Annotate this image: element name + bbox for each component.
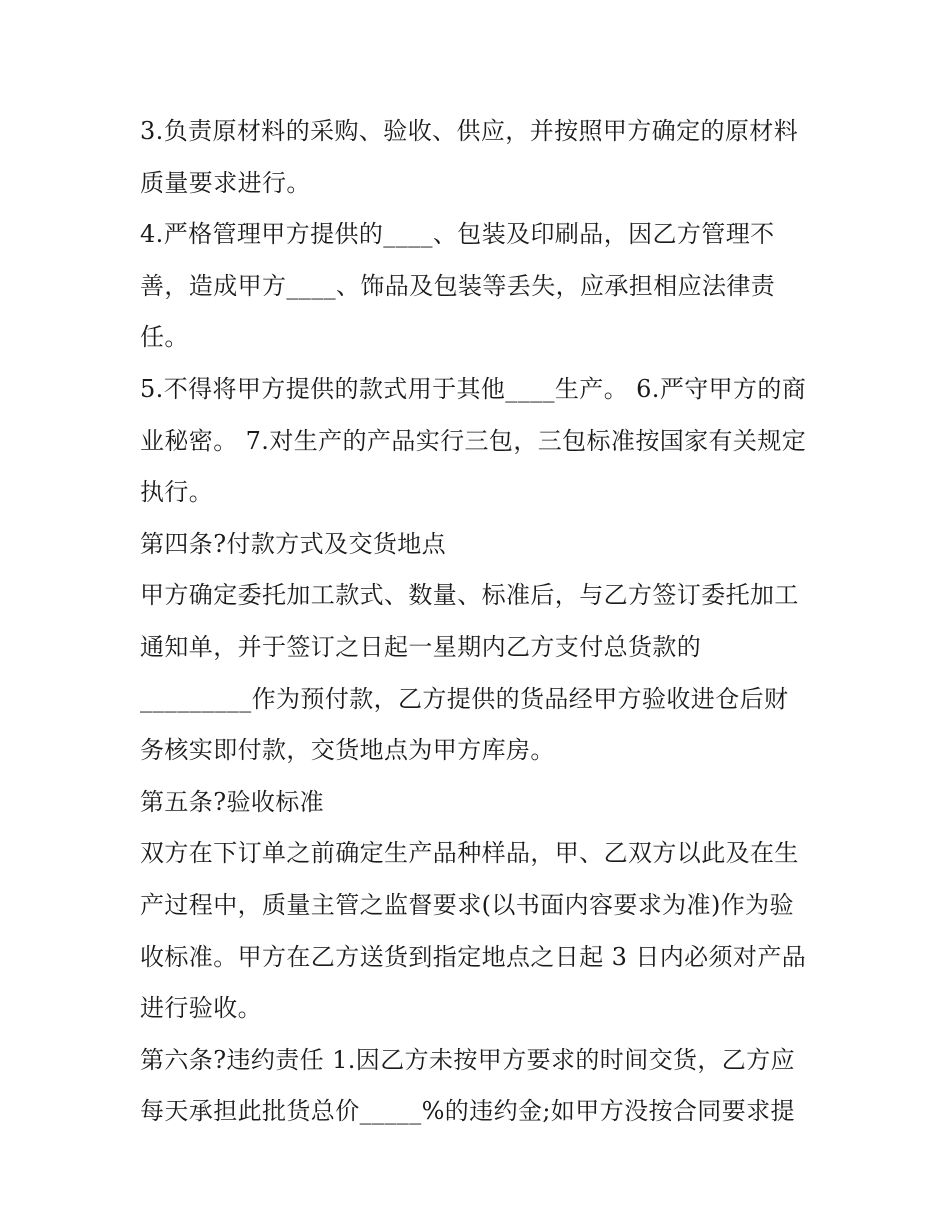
text-line: 收标准。甲方在乙方送货到指定地点之日起 3 日内必须对产品: [140, 942, 807, 971]
contract-text: [140, 106, 840, 1138]
section-heading-article-6: 第六条?违约责任 1.因乙方未按甲方要求的时间交货，乙方应: [140, 1045, 795, 1074]
text-line: _________作为预付款，乙方提供的货品经甲方验收进仓后财: [140, 684, 789, 713]
text-line: 善，造成甲方____、饰品及包装等丢失，应承担相应法律责: [140, 271, 776, 300]
text-line: 通知单，并于签订之日起一星期内乙方支付总货款的: [140, 632, 702, 661]
text-line: 业秘密。 7.对生产的产品实行三包，三包标准按国家有关规定: [140, 426, 807, 455]
text-line: 双方在下订单之前确定生产品种样品，甲、乙双方以此及在生: [140, 839, 799, 868]
text-line: 产过程中，质量主管之监督要求(以书面内容要求为准)作为验: [140, 890, 794, 919]
text-line: 3.负责原材料的采购、验收、供应，并按照甲方确定的原材料: [140, 117, 799, 145]
section-heading-article-4: 第四条?付款方式及交货地点: [140, 529, 447, 558]
text-line: 甲方确定委托加工款式、数量、标准后，与乙方签订委托加工: [140, 581, 799, 610]
text-line: 4.严格管理甲方提供的____、包装及印刷品，因乙方管理不: [140, 220, 775, 249]
text-line: 每天承担此批货总价_____%的违约金;如甲方没按合同要求提: [140, 1097, 795, 1126]
text-line: 质量要求进行。: [140, 168, 311, 197]
text-line: 任。: [140, 323, 189, 352]
text-line: 务核实即付款，交货地点为甲方库房。: [140, 736, 555, 765]
text-line: 5.不得将甲方提供的款式用于其他____生产。 6.严守甲方的商: [140, 374, 807, 403]
text-line: 进行验收。: [140, 994, 262, 1023]
section-heading-article-5: 第五条?验收标准: [140, 787, 325, 816]
text-line: 执行。: [140, 478, 214, 507]
